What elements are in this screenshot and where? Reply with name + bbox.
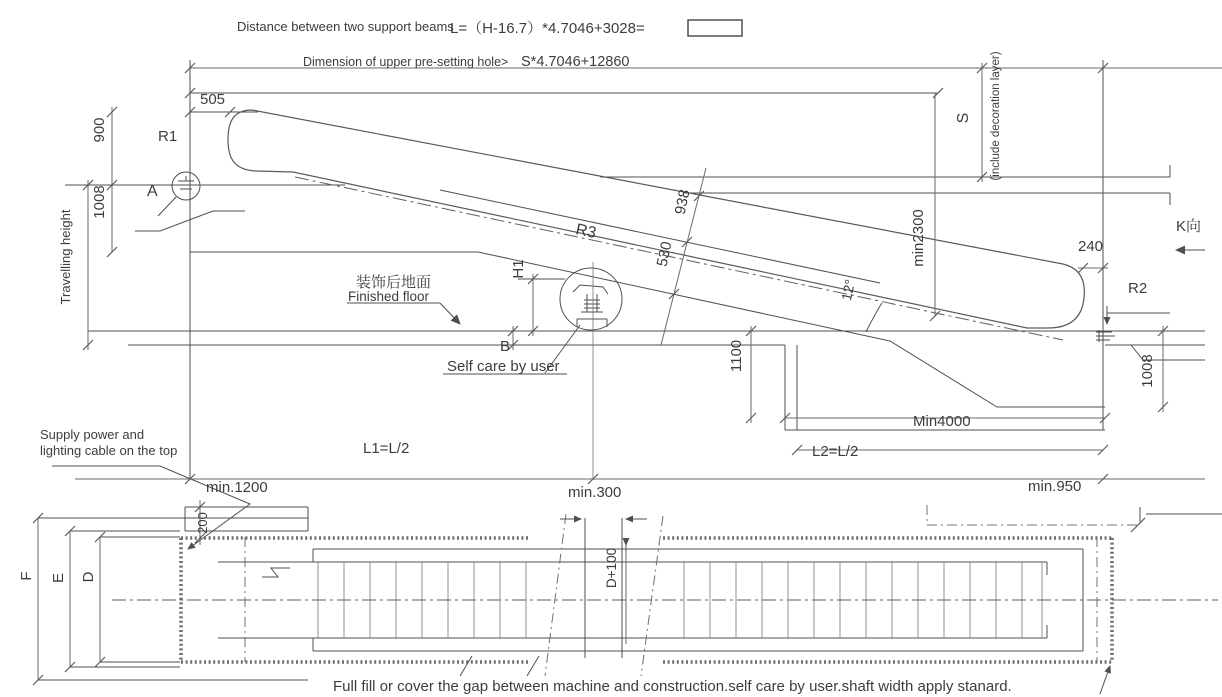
dim-d-plus-100: D+100	[604, 547, 619, 589]
distance-value-input-box[interactable]	[688, 20, 742, 36]
dim-s: S	[955, 112, 972, 124]
dim-l1: L1=L/2	[363, 440, 410, 457]
hole-dimension-label: Dimension of upper pre-setting hole>	[303, 55, 509, 69]
dim-1008-left: 1008	[91, 185, 108, 219]
label-r1: R1	[158, 128, 178, 145]
elevation-dimensions	[75, 63, 1222, 484]
dim-1100: 1100	[728, 339, 745, 373]
dim-f: F	[18, 571, 35, 581]
dim-1008-right: 1008	[1139, 354, 1156, 388]
label-include-decoration-layer: (include decoration layer)	[990, 51, 1002, 181]
label-supply-power-line1: Supply power and	[40, 427, 145, 442]
label-self-care: Self care by user	[447, 358, 560, 375]
dim-240: 240	[1078, 238, 1104, 255]
dim-min300: min.300	[568, 484, 622, 501]
hole-dimension-expression: S*4.7046+12860	[521, 54, 630, 70]
lower-support-bracket	[1096, 306, 1115, 342]
dim-200: 200	[195, 512, 210, 534]
dim-angle-12: 12°	[838, 277, 859, 302]
dim-e: E	[50, 572, 67, 584]
labels	[18, 19, 1201, 695]
dim-h1: H1	[510, 259, 527, 279]
label-travelling-height: Travelling height	[58, 209, 73, 305]
intermediate-support-detail	[560, 262, 622, 479]
dim-938: 938	[671, 188, 694, 217]
dim-900: 900	[91, 117, 108, 143]
label-r2: R2	[1128, 280, 1148, 297]
upper-support-detail-a	[158, 172, 200, 216]
finished-floor-leader	[440, 303, 460, 324]
dim-d: D	[80, 571, 97, 583]
dim-b: B	[500, 338, 511, 355]
angle-arc	[866, 303, 882, 332]
dim-530: 530	[653, 240, 676, 269]
label-supply-power-line2: lighting cable on the top	[40, 443, 178, 458]
distance-formula-expression: L=（H-16.7）*4.7046+3028=	[450, 20, 645, 37]
plan-structure	[38, 505, 1222, 694]
dim-505: 505	[200, 91, 226, 108]
dim-min950: min.950	[1028, 478, 1082, 495]
label-detail-a: A	[147, 183, 158, 200]
label-finished-floor: Finished floor	[348, 289, 430, 304]
note-leader-arrow	[1100, 666, 1110, 694]
label-floor-chinese: 装饰后地面	[356, 274, 432, 291]
plan-dimensions	[33, 500, 205, 685]
dim-min2300: min2300	[910, 209, 927, 267]
label-k-direction: K向	[1176, 218, 1202, 235]
dim-min4000: Min4000	[913, 413, 971, 430]
distance-formula-label: Distance between two support beams	[237, 19, 454, 34]
dim-l2: L2=L/2	[812, 443, 859, 460]
label-r3: R3	[574, 221, 598, 243]
elevation-structure	[52, 60, 1205, 549]
dim-min1200: min.1200	[206, 479, 268, 496]
bottom-note: Full fill or cover the gap between machine and construction.self care by user.shaft width apply stanard.	[333, 678, 1012, 695]
